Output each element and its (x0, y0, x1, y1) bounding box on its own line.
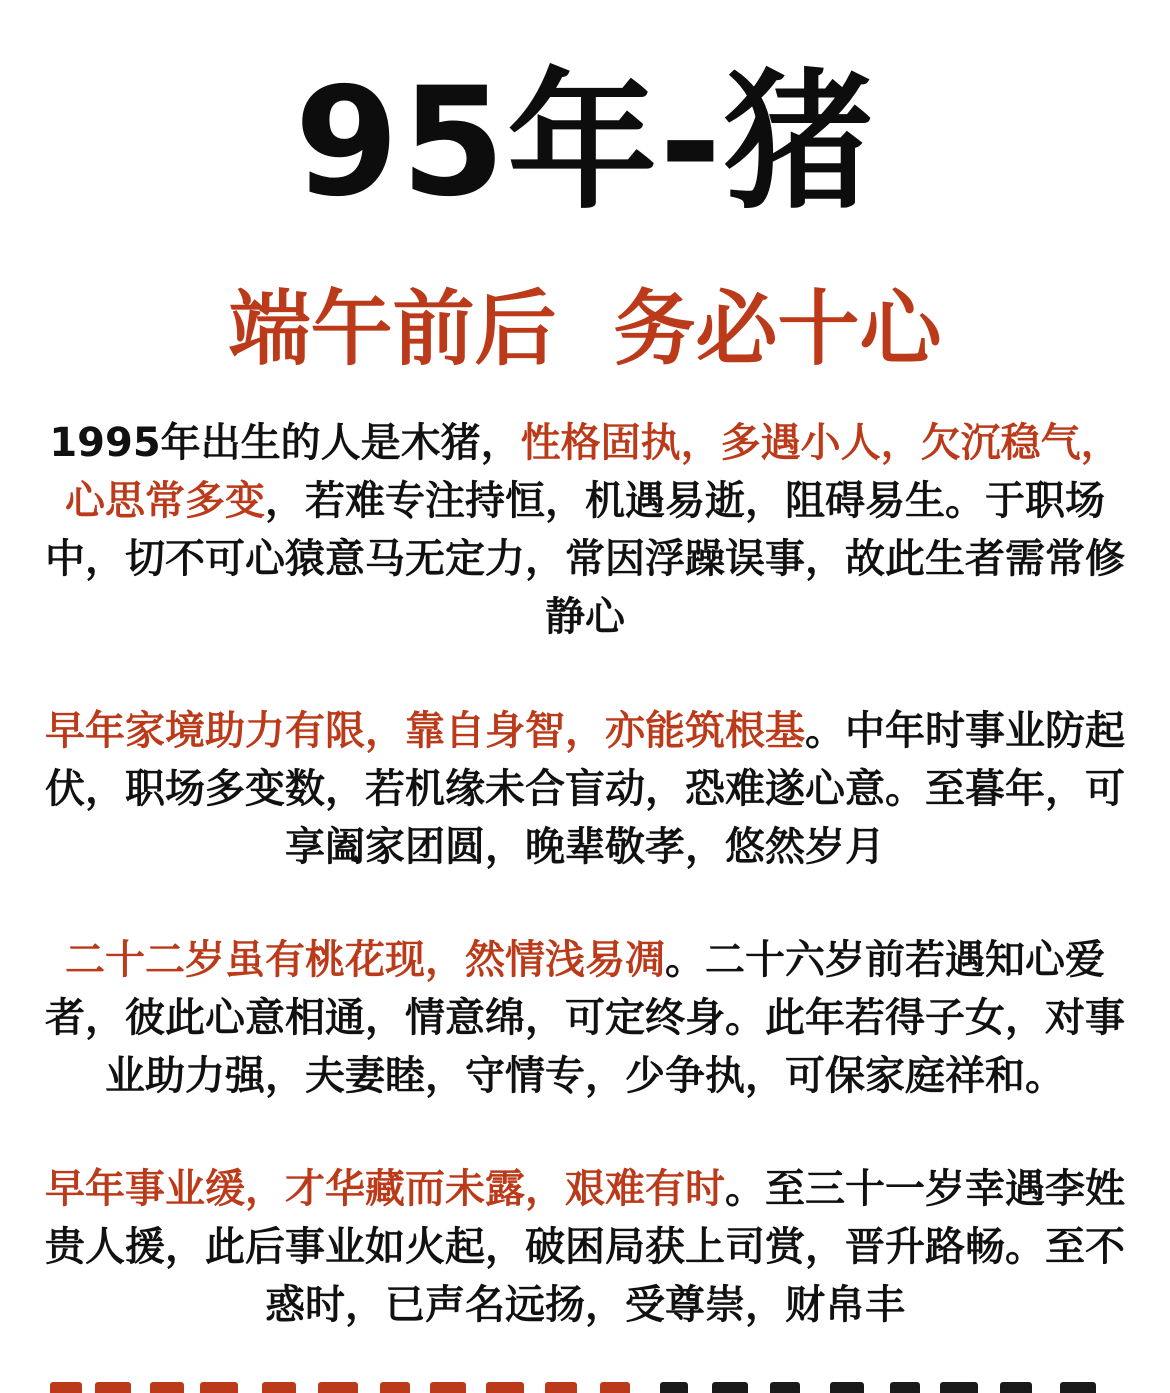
paragraph-3 (44, 931, 1126, 1105)
paragraph-4 (44, 1160, 1126, 1334)
paragraph-2-text: 。中年时事业防起伏，职场多变数，若机缘未合盲动，恐难遂心意。至暮年，可享阖家团圆，晚辈敬孝，悠然岁月 (45, 708, 1125, 870)
cropped-next-line (0, 1374, 1170, 1393)
paragraph-1-text: 1995年出生的人是木猪， (49, 420, 521, 466)
paragraph-1-text-rest: ，若难专注持恒，机遇易逝，阻碍易生。于职场中，切不可心猿意马无定力，常因浮躁误事，故此生者需常修静心 (45, 478, 1125, 640)
paragraph-1 (44, 414, 1126, 646)
paragraph-4-highlight: 早年事业缓，才华藏而未露，艰难有时 (45, 1166, 725, 1212)
page-title: 95年-猪 (294, 56, 876, 230)
paragraph-2-highlight: 早年家境助力有限，靠自身智，亦能筑根基 (45, 708, 805, 754)
paragraph-2 (44, 702, 1126, 876)
page-subtitle: 端午前后 务必十心 (228, 282, 942, 377)
paragraph-3-highlight: 二十二岁虽有桃花现，然情浅易凋 (65, 937, 665, 983)
paragraph-3-text: 。二十六岁前若遇知心爱者，彼此心意相通，情意绵，可定终身。此年若得子女，对事业助力强，夫妻睦，守情专，少争执，可保家庭祥和。 (45, 937, 1125, 1099)
paragraph-4-text: 。至三十一岁幸遇李姓贵人援，此后事业如火起，破困局获上司赏，晋升路畅。至不惑时，已声名远扬，受尊崇，财帛丰 (45, 1166, 1125, 1328)
paragraph-1-highlight: 性格固执，多遇小人，欠沉稳气，心思常多变 (65, 420, 1121, 524)
